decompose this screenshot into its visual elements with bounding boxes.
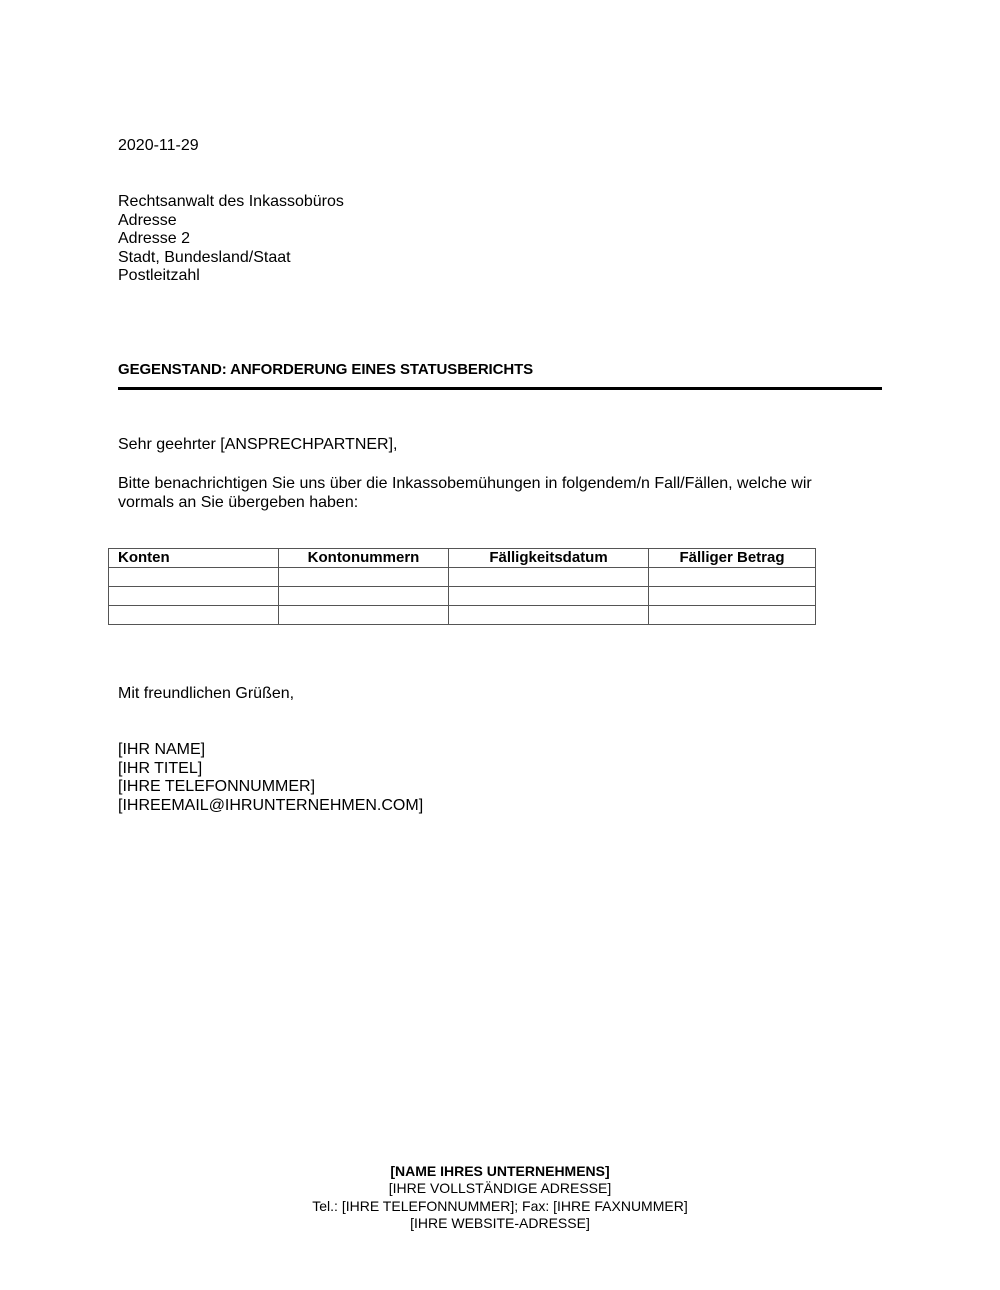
recipient-city-state: Stadt, Bundesland/Staat <box>118 248 291 266</box>
table-header-row <box>109 549 816 568</box>
column-header-faelliger-betrag: Fälliger Betrag <box>649 549 816 568</box>
body-paragraph: Bitte benachrichtigen Sie uns über die Inkassobemühungen in folgendem/n Fall/Fällen, welche wir vormals an Sie übergeben haben: <box>118 475 812 511</box>
closing: Mit freundlichen Grüßen, <box>118 685 295 702</box>
sender-title: [IHR TITEL] <box>118 759 203 777</box>
footer-company-name: [NAME IHRES UNTERNEHMENS] <box>390 1163 610 1179</box>
sender-phone: [IHRE TELEFONNUMMER] <box>118 778 316 796</box>
recipient-address <box>118 193 344 286</box>
table-cell <box>109 568 279 587</box>
sender-email: [IHREEMAIL@IHRUNTERNEHMEN.COM] <box>118 796 424 814</box>
column-header-konten: Konten <box>109 549 279 568</box>
recipient-address-line-2: Adresse 2 <box>118 230 191 248</box>
table-row <box>109 587 816 606</box>
table-cell <box>449 606 649 625</box>
table-row <box>109 606 816 625</box>
footer-address: [IHRE VOLLSTÄNDIGE ADRESSE] <box>388 1180 612 1197</box>
subject-divider <box>118 387 882 390</box>
column-header-faelligkeitsdatum: Fälligkeitsdatum <box>449 549 649 568</box>
page-footer <box>0 1163 1000 1233</box>
salutation: Sehr geehrter [ANSPRECHPARTNER], <box>118 436 398 453</box>
signature-block <box>118 741 423 815</box>
table-cell <box>279 606 449 625</box>
table-cell <box>649 606 816 625</box>
recipient-postal-code: Postleitzahl <box>118 267 200 285</box>
accounts-table <box>108 548 816 625</box>
letter-date: 2020-11-29 <box>118 137 199 154</box>
table-cell <box>649 587 816 606</box>
footer-contact: Tel.: [IHRE TELEFONNUMMER]; Fax: [IHRE FAXNUMMER] <box>312 1197 688 1214</box>
table-cell <box>449 587 649 606</box>
subject-heading: GEGENSTAND: ANFORDERUNG EINES STATUSBERICHTS <box>118 361 534 378</box>
table-cell <box>109 587 279 606</box>
table-cell <box>279 587 449 606</box>
sender-name: [IHR NAME] <box>118 741 206 758</box>
column-header-kontonummern: Kontonummern <box>279 549 449 568</box>
footer-website: [IHRE WEBSITE-ADRESSE] <box>410 1215 590 1232</box>
table-cell <box>449 568 649 587</box>
recipient-name: Rechtsanwalt des Inkassobüros <box>118 193 344 210</box>
table-cell <box>649 568 816 587</box>
table-row <box>109 568 816 587</box>
table-cell <box>279 568 449 587</box>
table-cell <box>109 606 279 625</box>
recipient-address-line-1: Adresse <box>118 211 177 229</box>
